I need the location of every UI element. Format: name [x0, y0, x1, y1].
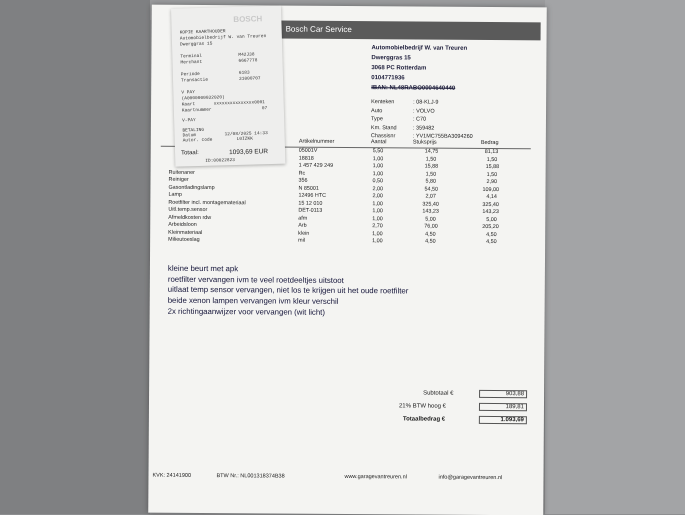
vehicle-row: Km. Stand : 359482 [370, 124, 435, 132]
receipt-card-type: V PAY [181, 90, 195, 96]
footer-kvk: KVK: 24141900 [152, 472, 192, 479]
receipt-header: KOPIE KAARTHOUDER [179, 29, 226, 36]
total-value: 1.093,69 [479, 416, 527, 424]
receipt-aid: (A0000000032020) [181, 95, 225, 102]
work-notes [168, 264, 409, 319]
receipt-periode-label: Periode [180, 71, 200, 78]
table-row: Gasontladingslamp N 85001 2,00 54,50 109,00 [168, 184, 500, 193]
receipt-card-label: Kaart [181, 102, 196, 108]
footer-website: www.garagevantreuren.nl [344, 473, 407, 481]
receipt-merchant-label: Merchant [180, 59, 203, 66]
table-row: 18818 1,00 1,50 1,50 [298, 155, 498, 163]
vehicle-row: Auto : VOLVO [371, 107, 435, 115]
subtotal-value: 903,88 [479, 390, 527, 398]
footer-email: info@garagevantreuren.nl [438, 474, 503, 482]
header-bedrag: Bedrag [480, 139, 499, 147]
receipt-total-value: 1093,69 EUR [228, 148, 269, 157]
vehicle-row: Chassisnr : YV1MC755BA3094260 [370, 133, 473, 140]
bosch-car-service-band: Bosch Car Service [280, 21, 541, 41]
bosch-logo: BOSCH [233, 14, 263, 24]
vat-label: 21% BTW hoog € [398, 403, 447, 410]
receipt-terminal-value: M42J38 [238, 52, 255, 58]
note-line: beide xenon lampen vervangen ivm kleur verschil [167, 295, 339, 307]
note-line: roetfilter vervangen ivm te veel roetdeeltjes uitstoot [167, 274, 344, 285]
receipt-card-value: xxxxxxxxxxxxxxx0001 [213, 100, 266, 107]
receipt-vpay: V-PAY [182, 118, 196, 124]
table-row: Afmeldkosten rdw afm 1,00 5,00 5,00 [168, 214, 497, 223]
receipt-date-value: 12/08/2025 14:33 [224, 131, 268, 138]
table-row: Reiniger 356 0,50 5,80 2,90 [168, 176, 498, 186]
receipt-cardnr-value: 07 [261, 106, 268, 112]
receipt-transactie-label: Transactie [180, 77, 209, 84]
vehicle-row: Kenteken : 08-KLJ-9 [371, 99, 439, 106]
table-row: Roetfilter incl. montagemateriaal 15 12 010 1,00 325,40 325,40 [168, 199, 499, 208]
receipt-auth-value: L0IZKK [236, 136, 253, 142]
receipt-merchant-name: Automobielbedrijf W. van Treuren [179, 34, 267, 42]
note-line: 2x richtingaanwijzer voor vervangen (wit licht) [167, 306, 325, 317]
table-row: 1 457 429 249 1,00 15,88 15,88 [298, 162, 500, 171]
table-row: Milieutoeslag mil 1,00 4,50 4,50 [168, 236, 497, 246]
invoice-paper [148, 5, 547, 515]
receipt-cardnr-label: Kaartnummer [181, 107, 212, 114]
receipt-ref: ID:00022823 [205, 158, 236, 164]
vat-value: 189,81 [479, 403, 527, 411]
garage-city: 3068 PC Rotterdam [371, 65, 427, 72]
receipt-merchant-address: Dwerggras 15 [179, 41, 213, 48]
receipt-date-label: Datum [182, 133, 197, 139]
note-line: kleine beurt met apk [167, 263, 239, 274]
table-row: Uitl.temp.sensor DET-0113 1,00 143,23 143,23 [168, 206, 499, 216]
header-aantal: Aantal [370, 139, 387, 146]
header-stuksprijs: Stuksprijs [412, 139, 437, 146]
receipt-payment-label: BETALING [182, 127, 205, 134]
background-left [0, 0, 150, 514]
garage-name: Automobielbedrijf W. van Treuren [371, 45, 468, 52]
receipt-terminal-label: Terminal [180, 53, 203, 60]
receipt-periode-value: 6183 [238, 70, 250, 76]
receipt-total-label: Totaal: [180, 150, 199, 157]
background-right [545, 0, 685, 514]
payment-receipt [171, 6, 285, 167]
header-artikelnummer: Artikelnummer [298, 138, 335, 145]
receipt-transactie-value: 31000707 [238, 76, 261, 82]
table-row: Lamp 12496 HTC 2,00 2,07 4,14 [168, 191, 497, 201]
subtotal-label: Subtotaal € [423, 390, 454, 397]
vehicle-row: Type : C70 [370, 116, 427, 123]
total-label: Totaalbedrag € [402, 416, 446, 423]
garage-iban: IBAN: NL48RABO0004640440 [371, 85, 456, 92]
footer-btw: BTW Nr.: NL001318374B38 [216, 473, 285, 480]
receipt-merchant-value: 6667778 [238, 58, 258, 64]
garage-address [371, 43, 467, 94]
table-row: Ruitenaner Rc 1,00 1,50 1,50 [168, 169, 498, 178]
table-row: Arbeidsloon Arb 2,70 76,00 205,20 [168, 221, 499, 231]
garage-street: Dwerggras 15 [371, 55, 411, 62]
table-row: Kleinmateriaal klein 1,00 4,50 4,50 [168, 229, 497, 238]
garage-phone: 0104771936 [371, 75, 405, 82]
table-row: 05001V 5,50 14,75 81,13 [298, 147, 499, 156]
receipt-auth-label: Autor. code [182, 137, 213, 144]
vehicle-info [371, 98, 473, 141]
note-line: uitlaat temp sensor vervangen, niet los te krijgen uit het oude roetfilter [167, 285, 409, 296]
